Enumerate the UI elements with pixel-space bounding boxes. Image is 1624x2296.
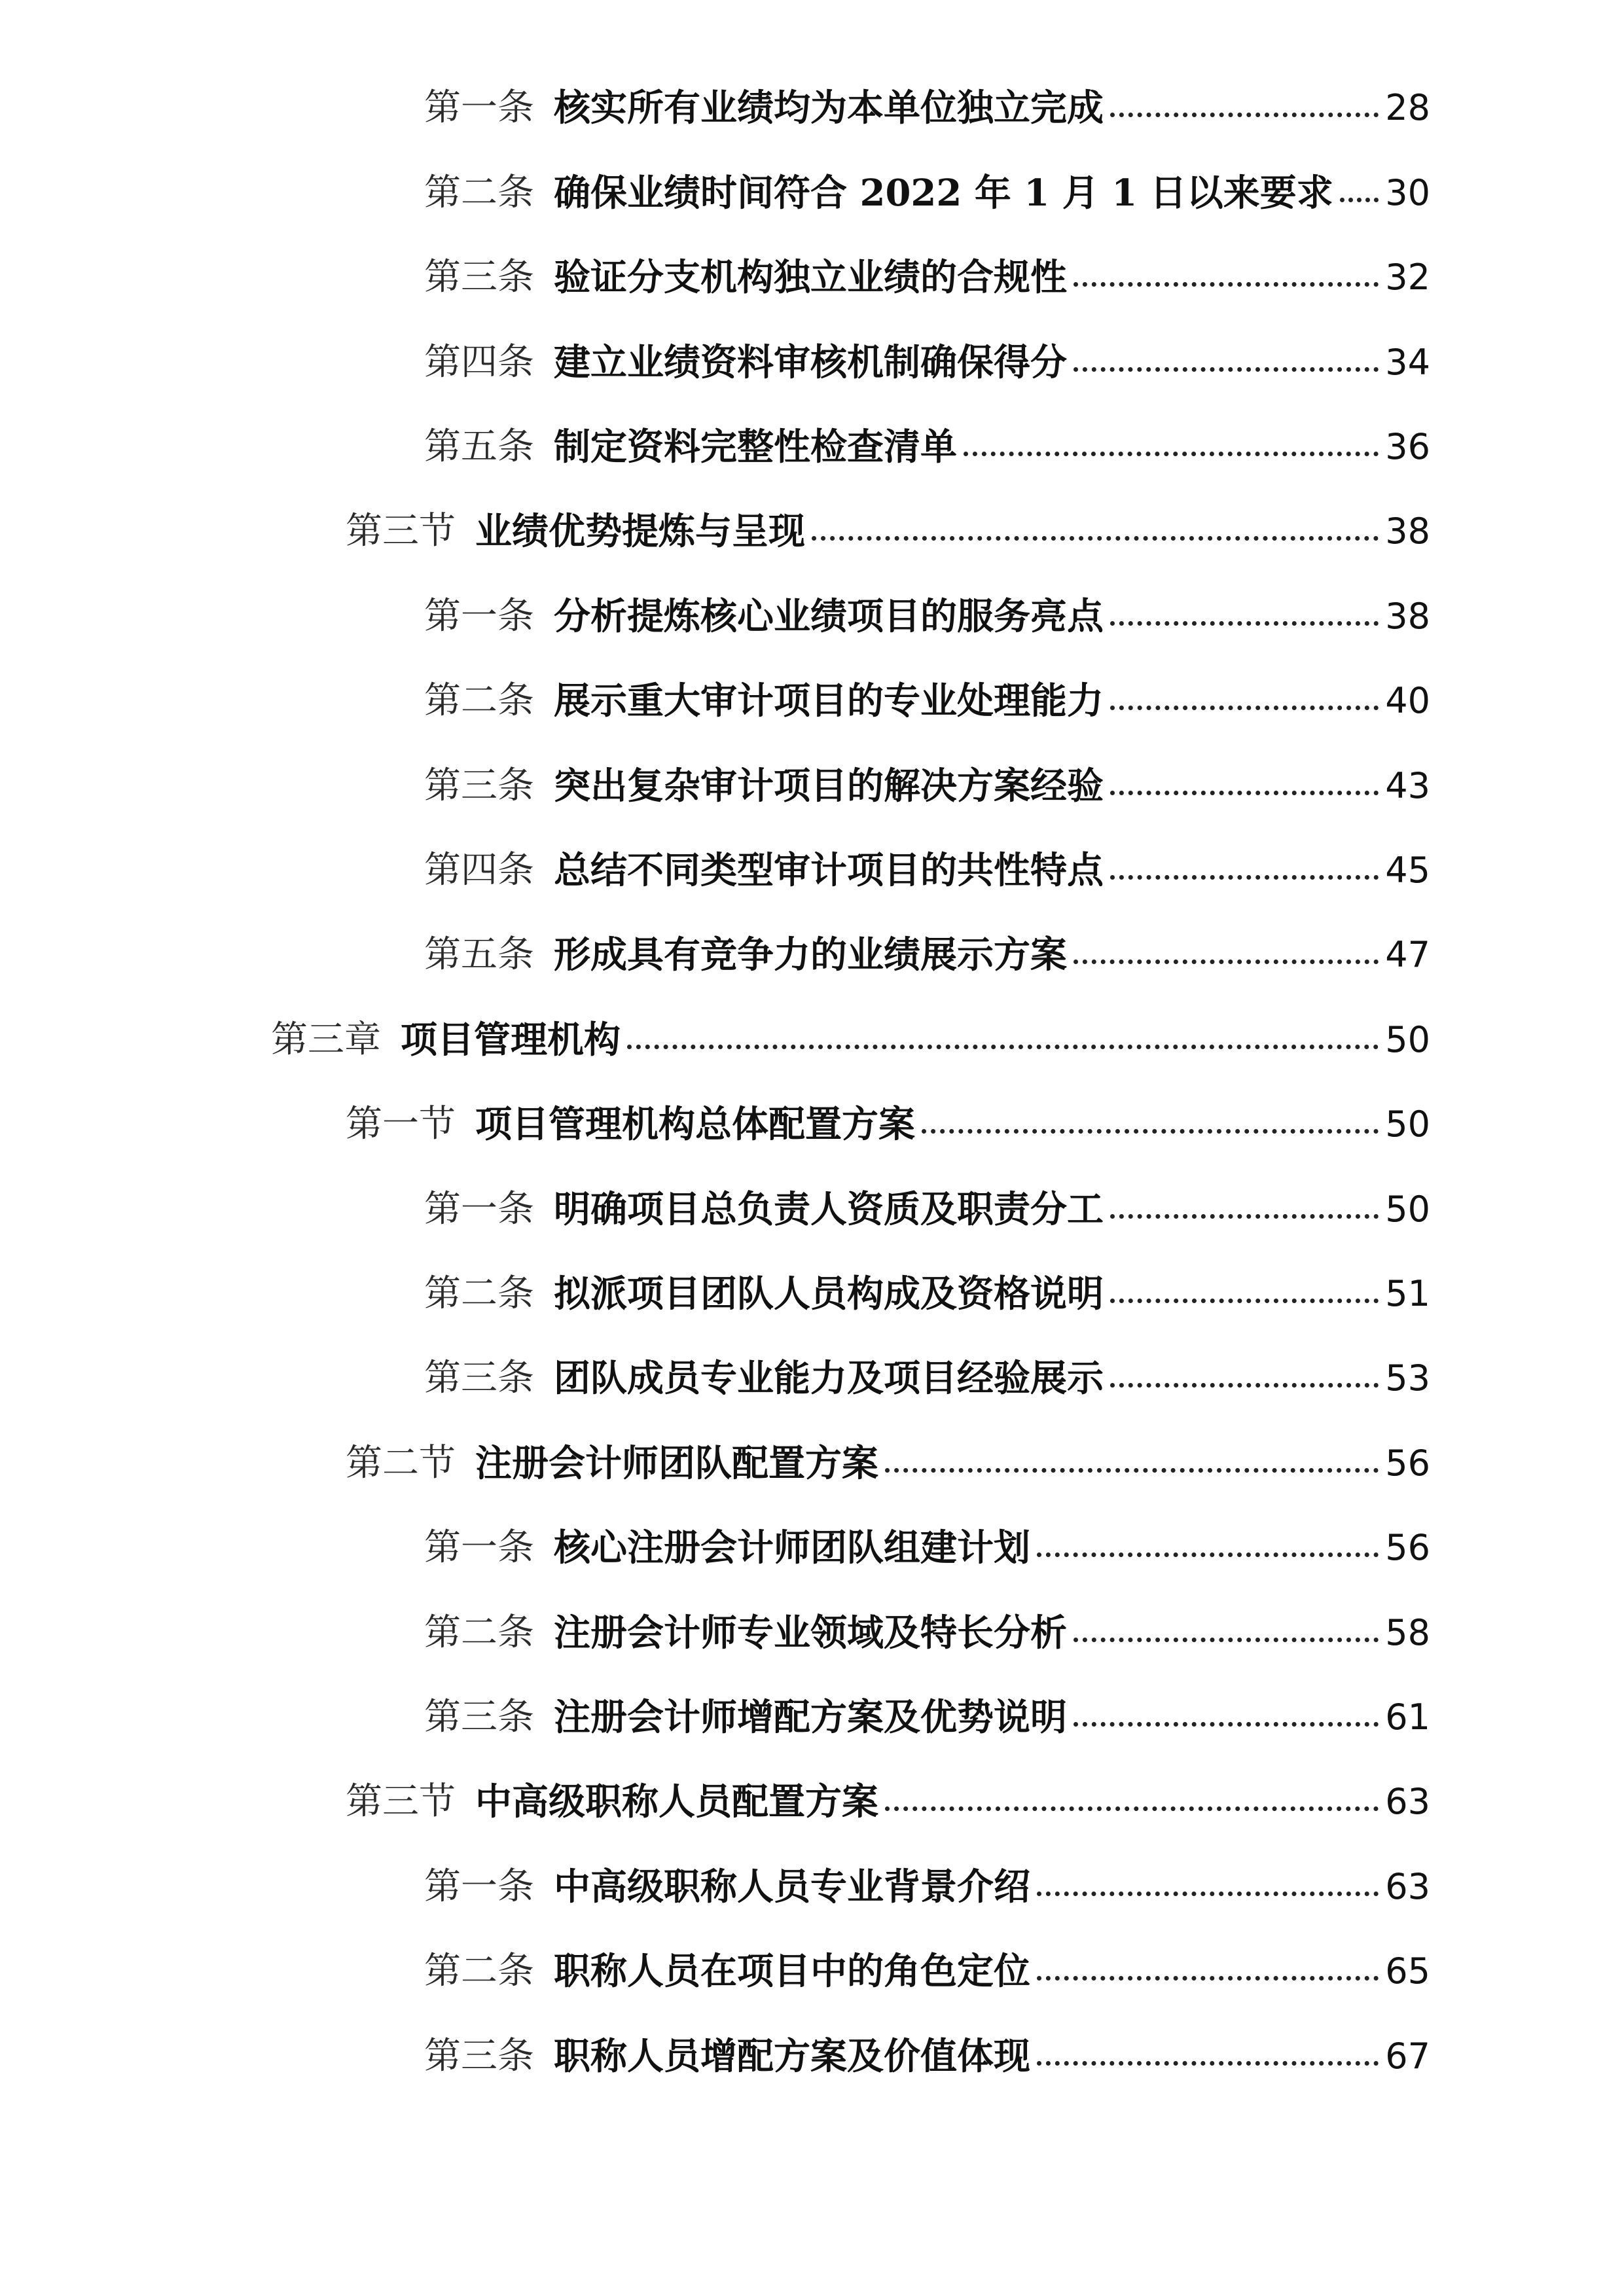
dot-leader <box>1110 621 1379 626</box>
dot-leader <box>885 1468 1379 1473</box>
entry-label: 第二条 <box>424 1272 534 1315</box>
entry-title: 注册会计师团队配置方案 <box>475 1442 878 1485</box>
entry-page-number: 58 <box>1385 1612 1430 1653</box>
toc-entry[interactable] <box>424 675 1430 727</box>
entry-title: 职称人员在项目中的角色定位 <box>554 1950 1030 1993</box>
entry-label: 第二条 <box>424 1611 534 1654</box>
dot-leader <box>1074 1638 1379 1642</box>
toc-entry[interactable] <box>424 1945 1430 1998</box>
entry-title: 职称人员增配方案及价值体现 <box>554 2035 1030 2078</box>
entry-label: 第三条 <box>424 2035 534 2077</box>
dot-leader <box>1037 1976 1379 1981</box>
entry-title: 中高级职称人员专业背景介绍 <box>554 1865 1030 1909</box>
entry-page-number: 50 <box>1385 1189 1430 1230</box>
toc-entry[interactable] <box>424 336 1430 389</box>
dot-leader <box>812 536 1379 541</box>
entry-title: 突出复杂审计项目的解决方案经验 <box>554 764 1104 808</box>
entry-label: 第二条 <box>424 679 534 722</box>
entry-page-number: 32 <box>1385 257 1430 298</box>
entry-page-number: 50 <box>1385 1019 1430 1060</box>
entry-page-number: 61 <box>1385 1696 1430 1738</box>
toc-entry[interactable] <box>346 1776 1430 1828</box>
entry-page-number: 51 <box>1385 1273 1430 1314</box>
dot-leader <box>1037 2061 1379 2066</box>
toc-entry[interactable] <box>424 844 1430 897</box>
toc-entry[interactable] <box>424 929 1430 981</box>
entry-page-number: 40 <box>1385 680 1430 721</box>
entry-page-number: 45 <box>1385 850 1430 891</box>
entry-label: 第一条 <box>424 1526 534 1569</box>
entry-label: 第三条 <box>424 764 534 807</box>
entry-title: 制定资料完整性检查清单 <box>554 425 957 469</box>
dot-leader <box>1110 706 1379 710</box>
entry-title: 团队成员专业能力及项目经验展示 <box>554 1357 1104 1400</box>
dot-leader <box>1110 791 1379 795</box>
entry-title: 确保业绩时间符合 2022 年 1 月 1 日以来要求 <box>554 171 1333 215</box>
entry-page-number: 65 <box>1385 1950 1430 1992</box>
toc-entry[interactable] <box>424 1183 1430 1236</box>
toc-entry[interactable] <box>424 421 1430 473</box>
entry-label: 第一条 <box>424 595 534 637</box>
toc-entry[interactable] <box>424 590 1430 643</box>
toc-entry[interactable] <box>424 82 1430 134</box>
entry-label: 第二条 <box>424 171 534 214</box>
toc-entry[interactable] <box>424 1268 1430 1320</box>
entry-label: 第三章 <box>271 1018 381 1061</box>
entry-page-number: 53 <box>1385 1357 1430 1399</box>
entry-title: 建立业绩资料审核机制确保得分 <box>554 341 1067 384</box>
entry-title: 项目管理机构总体配置方案 <box>475 1103 915 1146</box>
entry-page-number: 50 <box>1385 1103 1430 1145</box>
entry-title: 拟派项目团队人员构成及资格说明 <box>554 1272 1104 1316</box>
toc-entry[interactable] <box>346 1098 1430 1151</box>
entry-title: 形成具有竞争力的业绩展示方案 <box>554 933 1067 977</box>
entry-label: 第五条 <box>424 933 534 976</box>
entry-page-number: 56 <box>1385 1443 1430 1484</box>
entry-label: 第一条 <box>424 1865 534 1908</box>
entry-page-number: 43 <box>1385 765 1430 806</box>
toc-entry[interactable] <box>271 1014 1430 1066</box>
dot-leader <box>1110 1214 1379 1219</box>
entry-page-number: 56 <box>1385 1527 1430 1568</box>
entry-label: 第二条 <box>424 1950 534 1992</box>
dot-leader <box>964 452 1379 456</box>
dot-leader <box>627 1045 1379 1049</box>
entry-label: 第三条 <box>424 256 534 298</box>
entry-label: 第三条 <box>424 1696 534 1738</box>
toc-entry[interactable] <box>424 1861 1430 1913</box>
toc-entry[interactable] <box>424 1691 1430 1744</box>
entry-label: 第四条 <box>424 849 534 891</box>
entry-page-number: 63 <box>1385 1781 1430 1822</box>
dot-leader <box>1074 1722 1379 1727</box>
entry-label: 第一条 <box>424 1188 534 1230</box>
entry-label: 第四条 <box>424 341 534 384</box>
dot-leader <box>1037 1892 1379 1896</box>
entry-title: 项目管理机构 <box>401 1018 621 1062</box>
entry-title: 分析提炼核心业绩项目的服务亮点 <box>554 595 1104 638</box>
entry-page-number: 67 <box>1385 2036 1430 2077</box>
dot-leader <box>1074 282 1379 287</box>
entry-label: 第三节 <box>346 510 456 552</box>
toc-entry[interactable] <box>424 760 1430 812</box>
entry-label: 第三节 <box>346 1780 456 1823</box>
entry-label: 第一节 <box>346 1103 456 1145</box>
entry-page-number: 34 <box>1385 342 1430 383</box>
entry-page-number: 47 <box>1385 934 1430 975</box>
toc-entry[interactable] <box>424 251 1430 304</box>
toc-entry[interactable] <box>424 1352 1430 1405</box>
entry-title: 注册会计师增配方案及优势说明 <box>554 1696 1067 1739</box>
entry-title: 核心注册会计师团队组建计划 <box>554 1526 1030 1570</box>
entry-page-number: 30 <box>1385 172 1430 213</box>
toc-entry[interactable] <box>424 167 1430 219</box>
entry-page-number: 36 <box>1385 426 1430 467</box>
dot-leader <box>1340 198 1379 202</box>
entry-title: 验证分支机构独立业绩的合规性 <box>554 256 1067 299</box>
entry-title: 展示重大审计项目的专业处理能力 <box>554 679 1104 723</box>
entry-title: 中高级职称人员配置方案 <box>475 1780 878 1823</box>
entry-label: 第三条 <box>424 1357 534 1399</box>
entry-page-number: 38 <box>1385 511 1430 552</box>
entry-page-number: 38 <box>1385 596 1430 637</box>
entry-title: 明确项目总负责人资质及职责分工 <box>554 1188 1104 1231</box>
entry-page-number: 63 <box>1385 1866 1430 1907</box>
toc-entry[interactable] <box>346 1437 1430 1490</box>
entry-title: 核实所有业绩均为本单位独立完成 <box>554 86 1104 130</box>
dot-leader <box>1037 1552 1379 1557</box>
dot-leader <box>1110 875 1379 880</box>
dot-leader <box>1110 1383 1379 1388</box>
dot-leader <box>1110 1299 1379 1303</box>
entry-title: 业绩优势提炼与呈现 <box>475 510 805 553</box>
toc-entry[interactable] <box>424 1607 1430 1659</box>
entry-title: 注册会计师专业领域及特长分析 <box>554 1611 1067 1655</box>
toc-entry[interactable] <box>424 1522 1430 1574</box>
dot-leader <box>1110 113 1379 117</box>
dot-leader <box>922 1129 1379 1134</box>
entry-title: 总结不同类型审计项目的共性特点 <box>554 849 1104 892</box>
entry-label: 第一条 <box>424 86 534 129</box>
toc-entry[interactable] <box>424 2030 1430 2083</box>
dot-leader <box>1074 367 1379 372</box>
entry-page-number: 28 <box>1385 87 1430 128</box>
entry-label: 第五条 <box>424 425 534 468</box>
dot-leader <box>885 1806 1379 1811</box>
toc-entry[interactable] <box>346 505 1430 558</box>
entry-label: 第二节 <box>346 1442 456 1484</box>
dot-leader <box>1074 960 1379 964</box>
